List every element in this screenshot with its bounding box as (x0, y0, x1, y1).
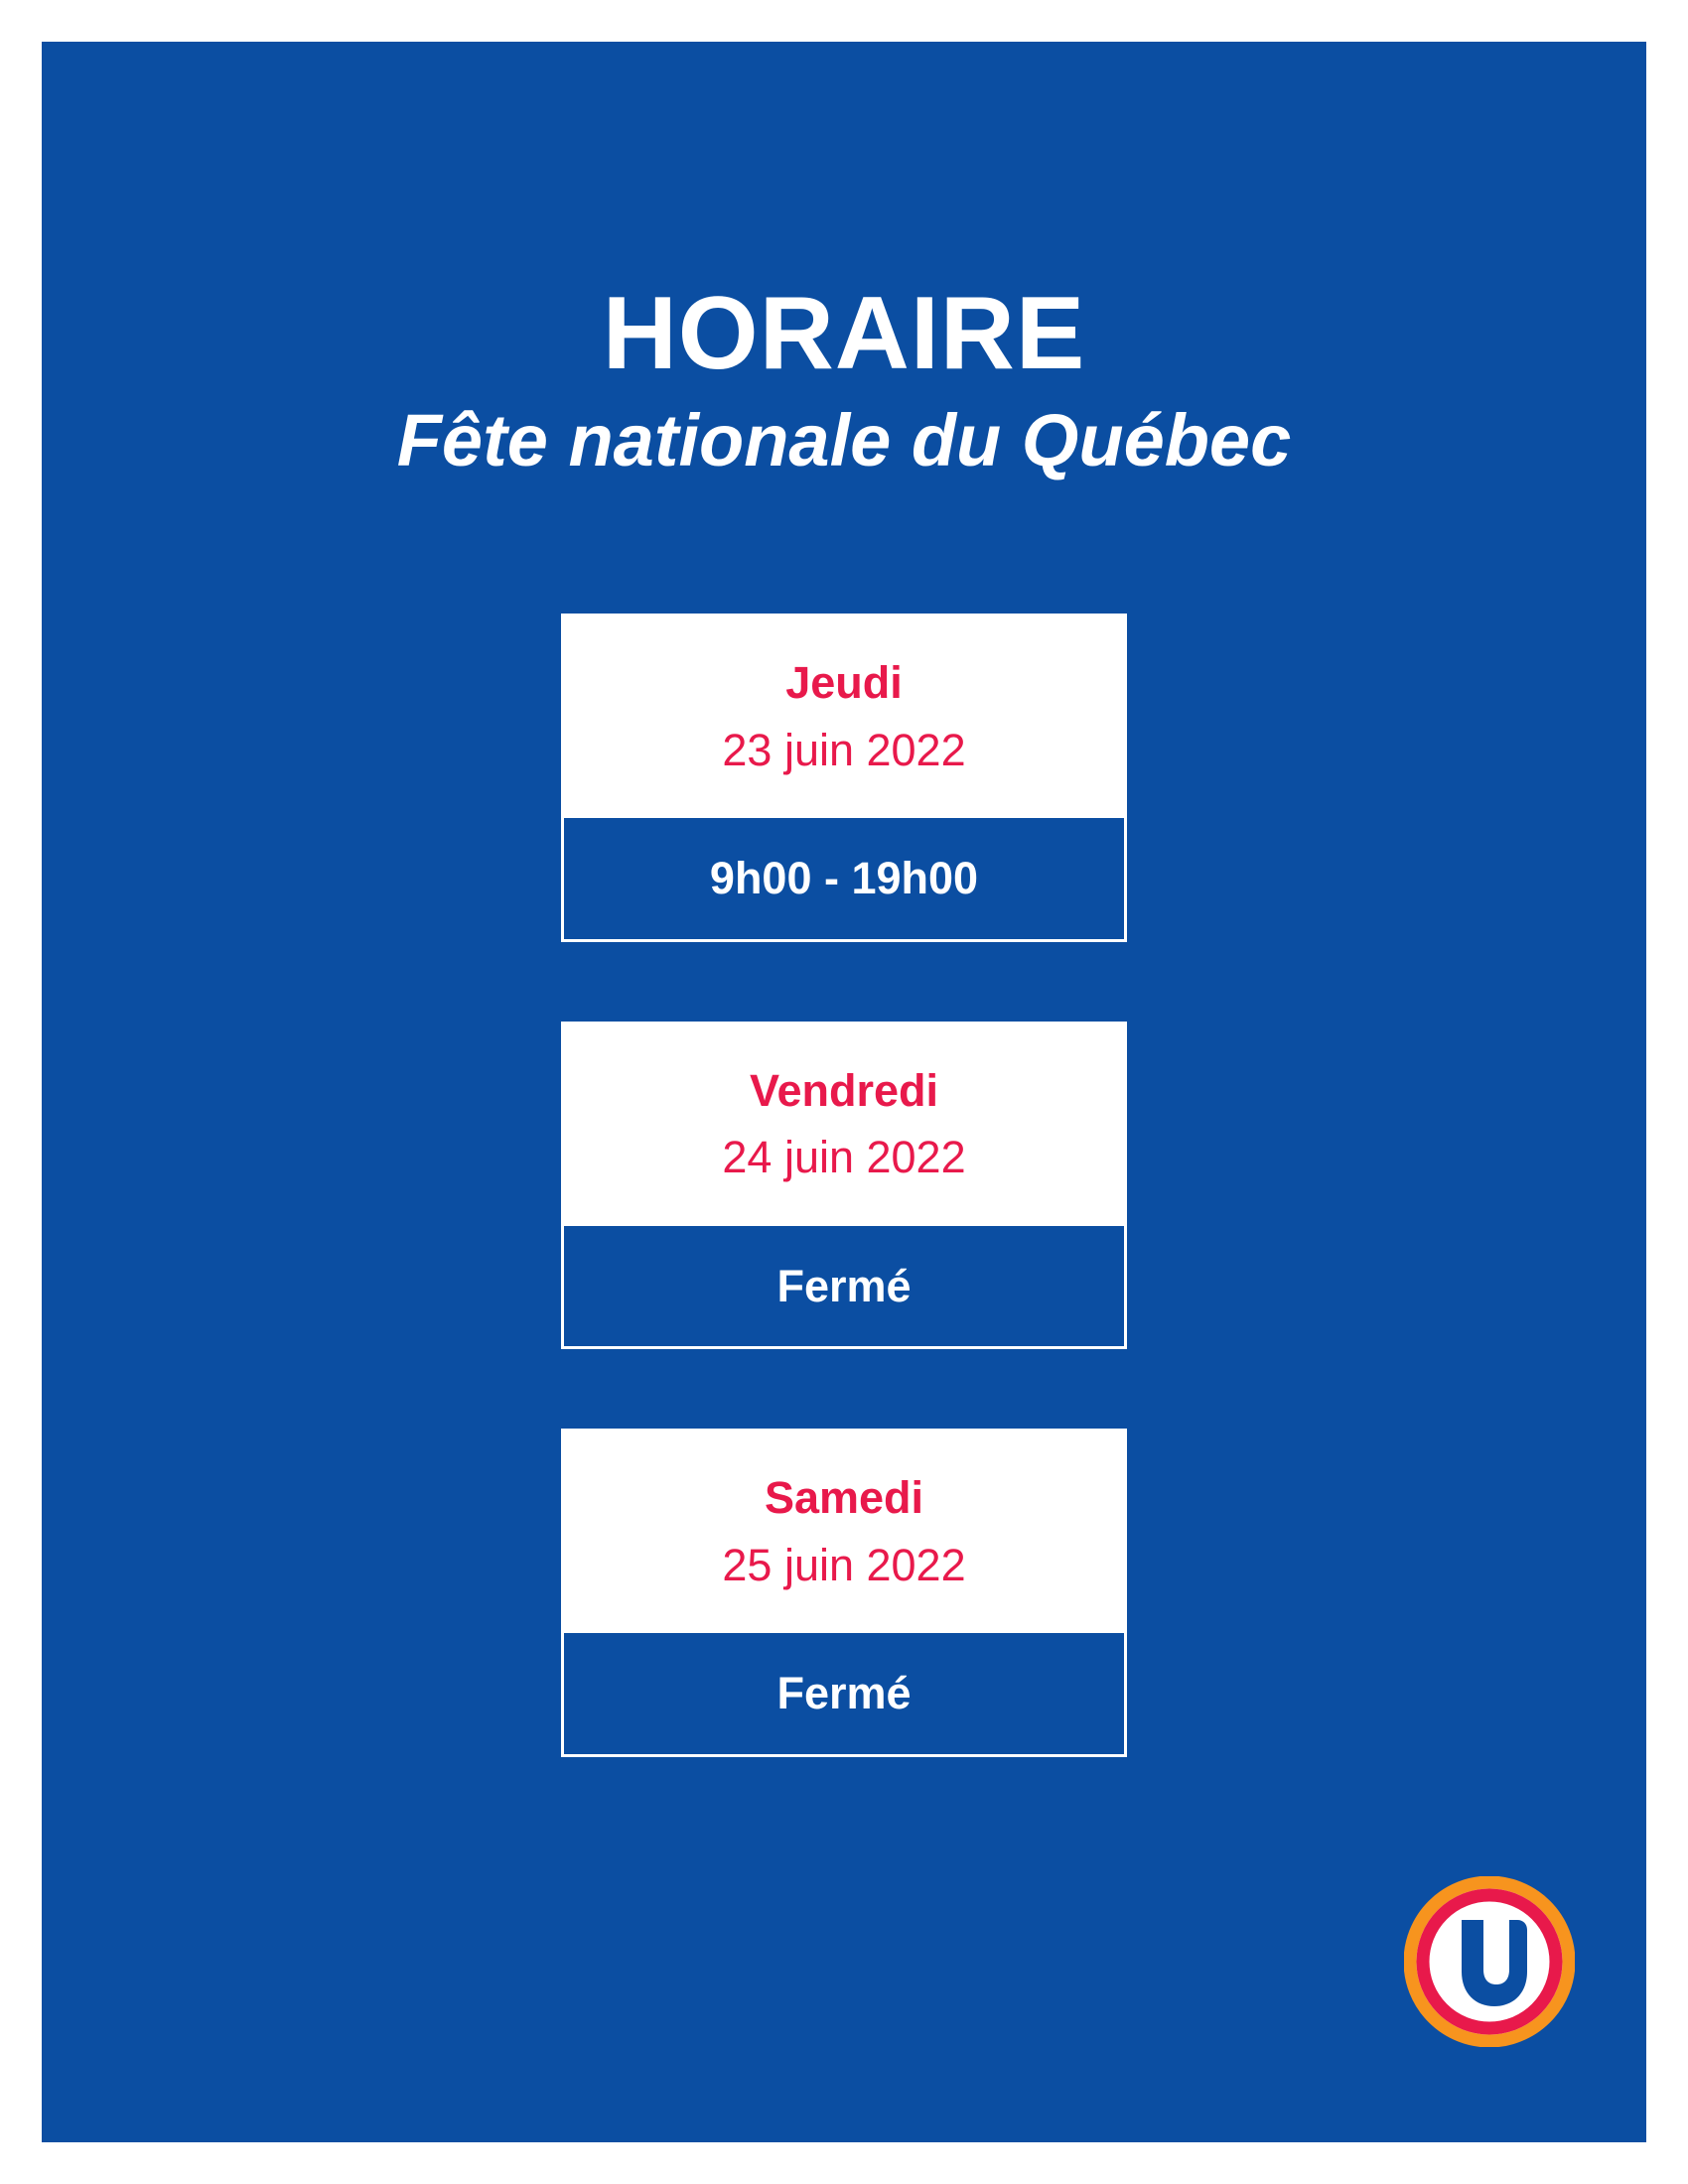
schedule-card (561, 1022, 1127, 1350)
schedule-card (561, 1429, 1127, 1757)
page-title: HORAIRE (602, 276, 1086, 391)
schedule-card-hours-band (564, 815, 1124, 939)
schedule-day: Vendredi (749, 1064, 939, 1116)
schedule-card-header (564, 1024, 1124, 1223)
schedule-hours: 9h00 - 19h00 (709, 853, 979, 904)
schedule-date: 25 juin 2022 (722, 1539, 966, 1590)
page-subtitle: Fête nationale du Québec (396, 399, 1292, 482)
schedule-card (561, 614, 1127, 942)
schedule-hours: Fermé (776, 1668, 912, 1719)
schedule-day: Jeudi (785, 657, 903, 709)
u-logo (1404, 1876, 1575, 2047)
schedule-list (42, 614, 1646, 1757)
schedule-hours: Fermé (776, 1260, 912, 1311)
poster (42, 42, 1646, 2142)
schedule-date: 23 juin 2022 (722, 724, 966, 775)
schedule-card-header (564, 616, 1124, 815)
schedule-date: 24 juin 2022 (722, 1132, 966, 1183)
schedule-card-header (564, 1432, 1124, 1630)
poster-header (42, 42, 1646, 482)
schedule-card-hours-band (564, 1630, 1124, 1754)
schedule-day: Samedi (764, 1472, 924, 1524)
schedule-card-hours-band (564, 1223, 1124, 1347)
